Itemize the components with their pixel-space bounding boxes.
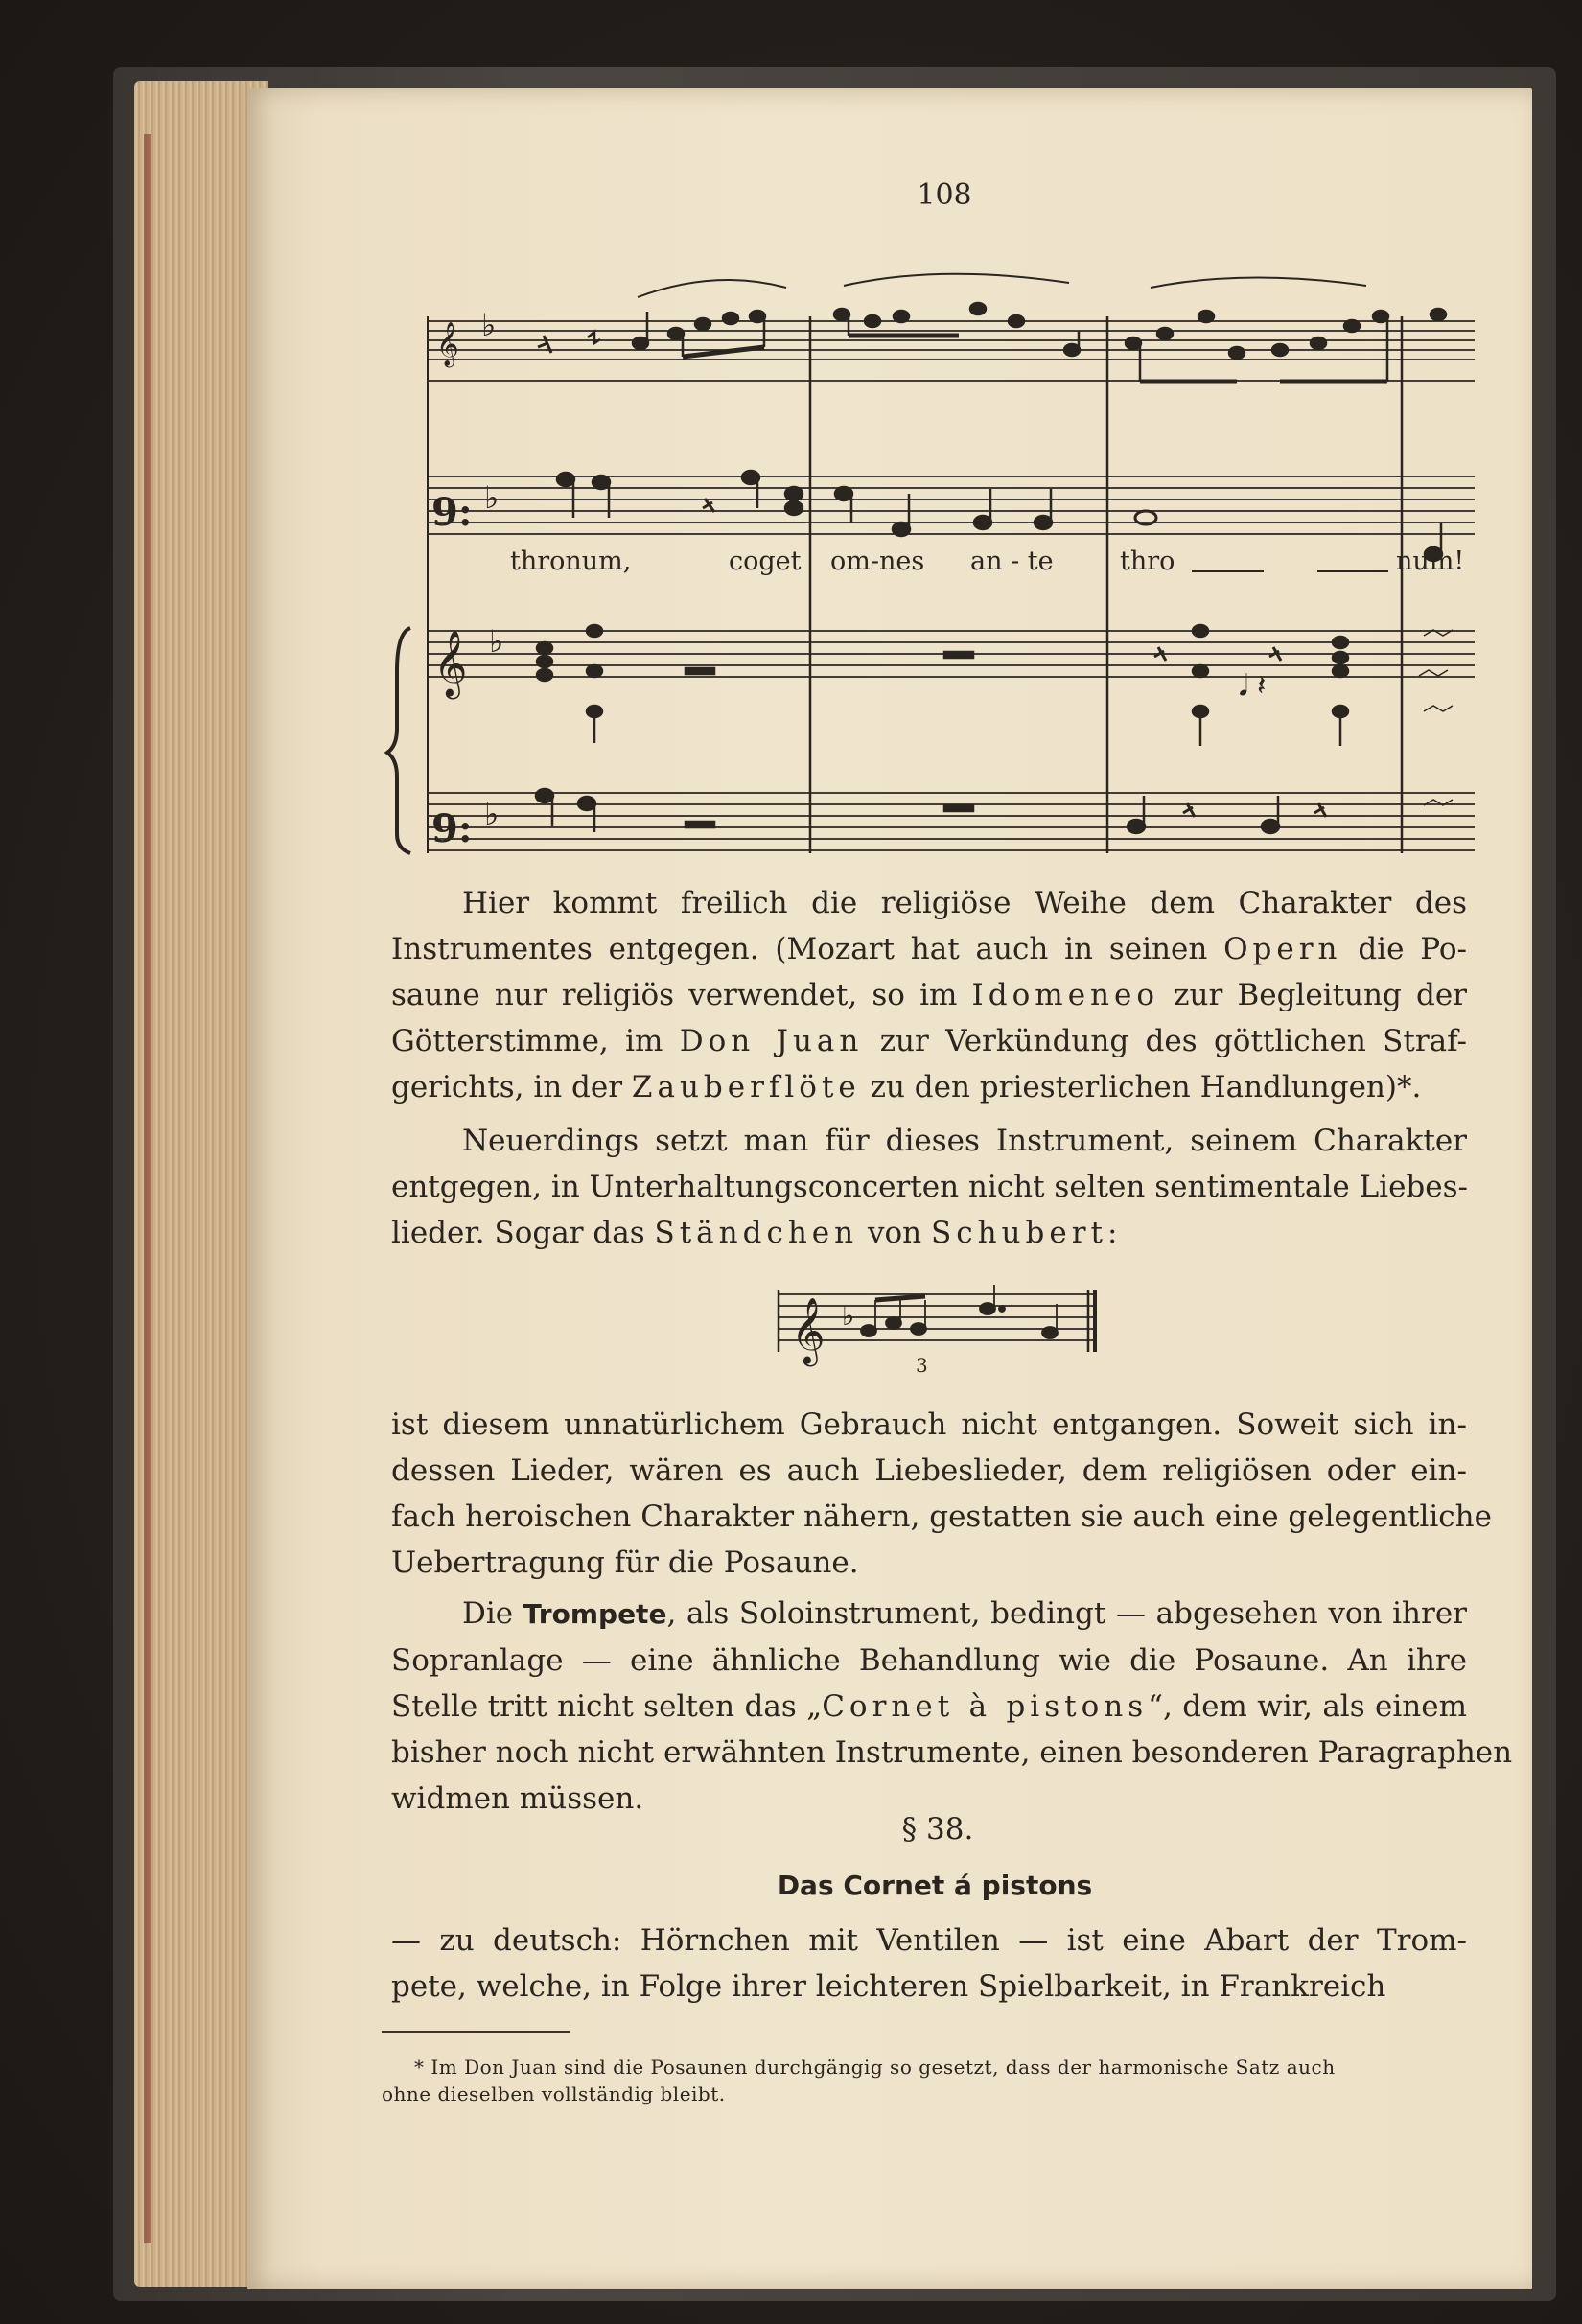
spaced-term: Schubert — [930, 1216, 1107, 1250]
text-run: Die — [462, 1596, 523, 1631]
text-run: saune nur religiös verwendet, so im — [391, 978, 972, 1012]
text-line — [391, 1018, 1467, 1064]
text-run: entgegen, in Unterhaltungsconcerten nicht selten sentimentale Liebes- — [391, 1170, 1468, 1204]
text-line — [391, 926, 1467, 972]
svg-text:𝅘𝅥 𝄽: 𝅘𝅥 𝄽 — [1239, 669, 1267, 703]
text-run: Götterstimme, im — [391, 1024, 680, 1058]
page-number: 108 — [917, 178, 972, 212]
text-line — [391, 1448, 1467, 1494]
footnote-line-1: * Im Don Juan sind die Posaunen durchgängig so gesetzt, dass der harmonische Satz auch — [414, 2056, 1336, 2079]
text-run: — zu deutsch: Hörnchen mit Ventilen — ist eine Abart der Trom- — [391, 1923, 1467, 1958]
text-line — [391, 1638, 1467, 1684]
text-line — [391, 1917, 1467, 1964]
text-line — [391, 1684, 1467, 1730]
text-line — [391, 1964, 1467, 2010]
text-run: von — [858, 1216, 931, 1250]
paragraph-concert-use — [391, 1118, 1467, 1256]
section-heading: Das Cornet á pistons — [777, 1870, 1093, 1901]
text-run: zu den priesterlichen Handlungen)*. — [860, 1070, 1422, 1104]
svg-text:♭: ♭ — [484, 479, 500, 516]
lyric-coget: coget — [729, 546, 802, 576]
svg-text:♭: ♭ — [489, 623, 504, 660]
lyric-thro: thro — [1120, 546, 1175, 576]
section-number: § 38. — [901, 1812, 974, 1847]
svg-text:♭: ♭ — [842, 1300, 855, 1332]
svg-text:𝄞: 𝄞 — [791, 1297, 826, 1364]
text-line — [391, 1210, 1467, 1256]
svg-text:9:: 9: — [431, 490, 473, 535]
paragraph-religious-character — [391, 880, 1467, 1110]
spaced-term: Zauberflöte — [631, 1070, 861, 1104]
text-run: gerichts, in der — [391, 1070, 632, 1104]
spaced-term: Cornet à pistons — [822, 1689, 1149, 1724]
text-run: pete, welche, in Folge ihrer leichteren Spielbarkeit, in Frankreich — [391, 1969, 1386, 2004]
svg-text:♭: ♭ — [481, 307, 497, 343]
paragraph-trumpet — [391, 1591, 1513, 1822]
text-run: ist diesem unnatürlichem Gebrauch nicht entgangen. Soweit sich in- — [391, 1407, 1467, 1442]
text-run: Instrumentes entgegen. (Mozart hat auch in seinen — [391, 932, 1224, 966]
text-line — [391, 1164, 1467, 1210]
spaced-term: Ständchen — [654, 1216, 859, 1250]
spaced-term: Don Juan — [679, 1024, 864, 1058]
tuplet-mark: 3 — [916, 1354, 928, 1377]
text-run: , als Soloinstrument, bedingt — abgesehen von ihrer — [666, 1596, 1468, 1631]
footnote-line-2: ohne dieselben vollständig bleibt. — [382, 2082, 726, 2105]
text-line — [391, 1118, 1467, 1164]
text-run: “, dem wir, als einem — [1148, 1689, 1467, 1724]
text-line — [391, 1540, 1467, 1586]
svg-text:𝄞: 𝄞 — [433, 630, 468, 697]
spaced-term: Opern — [1223, 932, 1342, 966]
text-run: zur Begleitung der — [1159, 978, 1467, 1012]
text-run: dessen Lieder, wären es auch Liebeslieder, dem religiösen oder ein- — [391, 1453, 1467, 1488]
text-run: bisher noch nicht erwähnten Instrumente, einen besonderen Paragraphen — [391, 1735, 1513, 1770]
footnote-rule — [382, 2031, 570, 2033]
text-run: Neuerdings setzt man für dieses Instrument, seinem Charakter — [462, 1124, 1467, 1158]
lyric-thronum: thronum, — [510, 546, 632, 576]
text-run: die Po- — [1341, 932, 1467, 966]
text-run: zur Verkündung des göttlichen Straf- — [863, 1024, 1467, 1058]
bold-term: Trompete — [523, 1598, 667, 1630]
text-run: Hier kommt freilich die religiöse Weihe dem Charakter des — [462, 886, 1467, 920]
lyric-num: num! — [1396, 546, 1465, 576]
svg-text:9:: 9: — [431, 806, 473, 851]
text-line — [391, 1402, 1467, 1448]
svg-text:𝄞: 𝄞 — [436, 322, 459, 366]
text-line — [391, 1730, 1513, 1776]
text-run: lieder. Sogar das — [391, 1216, 655, 1250]
text-run: fach heroischen Charakter nähern, gestatten sie auch eine gelegentliche — [391, 1499, 1492, 1534]
text-run: Uebertragung für die Posaune. — [391, 1545, 859, 1580]
text-line — [391, 880, 1467, 926]
text-run: widmen müssen. — [391, 1781, 644, 1816]
text-line — [391, 1591, 1467, 1638]
text-line — [391, 972, 1467, 1018]
text-run: : — [1106, 1216, 1118, 1250]
lyric-omnes: om-nes — [830, 546, 925, 576]
svg-text:♭: ♭ — [484, 796, 500, 832]
text-run: Stelle tritt nicht selten das „ — [391, 1689, 823, 1724]
text-run: Sopranlage — eine ähnliche Behandlung wie die Posaune. An ihre — [391, 1643, 1467, 1678]
paragraph-cornet-intro — [391, 1917, 1467, 2010]
paragraph-not-escaped — [391, 1402, 1492, 1586]
spaced-term: Idomeneo — [971, 978, 1160, 1012]
text-line — [391, 1494, 1492, 1540]
text-line — [391, 1064, 1467, 1110]
lyric-ante: an - te — [970, 546, 1054, 576]
